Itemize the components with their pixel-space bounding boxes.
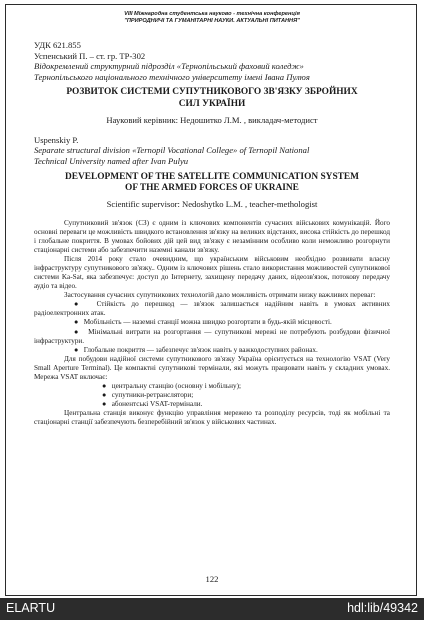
conference-header: [0, 11, 424, 25]
title-en-line1: DEVELOPMENT OF THE SATELLITE COMMUNICATION SYSTEM: [64, 171, 360, 182]
conference-header-line2: "ПРИРОДНИЧІ ТА ГУМАНІТАРНІ НАУКИ. АКТУАЛЬНІ ПИТАННЯ": [124, 18, 300, 24]
paragraph-history: Після 2014 року стало очевидним, що українським військовим необхідно розвивати власну інфраструктуру супутникового зв'язку.. Одним із ключових рішень стало використання можливостей супутникової системи Ka-Sat, яка забезпечує: доступ до Інтернету, захищену передачу даних, відеозв'язок, потокову передачу аудіо та відео.: [34, 255, 390, 291]
affiliation-ua-line1: Відокремлений структурний підрозділ «Тернопільський фаховий коледж»: [34, 61, 304, 72]
supervisor-ua: Науковий керівник: Недошитко Л.М. , викладач-методист: [106, 115, 318, 126]
vsat-list-text: центральну станцію (основну і мобільну);: [111, 381, 241, 390]
udc-code: УДК 621.855: [34, 40, 81, 50]
repository-footer: [0, 598, 424, 620]
author-ua: Успенський П. – ст. гр. ТР-302: [34, 50, 146, 61]
title-ua-line2: СИЛ УКРАЇНИ: [178, 98, 246, 109]
affiliation-ua-line2: Тернопільського національного технічного університету імені Івана Пулюя: [34, 71, 310, 82]
bullet-item: [34, 318, 390, 327]
vsat-list-item: [34, 382, 390, 391]
paragraph-advantages: Застосування сучасних супутникових технологій дало можливість отримати низку важливих переваг:: [64, 291, 376, 300]
bullet-icon: ●: [74, 327, 79, 336]
vsat-list-text: абонентські VSAT-термінали.: [111, 399, 203, 408]
bullet-item: [34, 328, 390, 346]
bullet-text: Мінімальні витрати на розгортання — супутникові мережі не потребують розбудови фізичної інфраструктури.: [34, 327, 390, 345]
bullet-icon: ●: [102, 399, 107, 408]
bullet-item: [34, 300, 390, 318]
bullet-text: Стійкість до перешкод — зв'язок залишається надійним навіть в умовах активних радіоелектронних атак.: [34, 300, 390, 318]
conference-header-line1: VIII Міжнародна студентська науково - технічна конференція: [124, 11, 300, 17]
paragraph-intro: Супутниковий зв'язок (СЗ) є одним із ключових компонентів сучасних військових комунікацій. Його основні переваги це можливість швидкого встановлення зв'язку на великих відстанях, висока стійкість до перешкод і глобальне покриття. В умовах бойових дій цей вид зв'язку є незамінним особливо коли неможливо розгорнути стаціонарні системи або забезпечити наземні канали зв'язку.: [34, 218, 390, 255]
author-en: Uspenskiy P.: [34, 134, 79, 145]
page-number: 122: [205, 574, 219, 584]
vsat-list-text: супутники-ретранслятори;: [111, 390, 194, 399]
bullet-icon: ●: [102, 381, 107, 390]
affiliation-en-line2: Technical University named after Ivan Pulyu: [34, 155, 189, 166]
article-content: [34, 40, 390, 427]
bullet-text: Мобільність — наземні станції можна швидко розгортати в будь-якій місцевості.: [83, 318, 332, 327]
article-body: [34, 219, 390, 427]
bullet-icon: ●: [74, 300, 79, 309]
vsat-list-item: [34, 400, 390, 409]
title-ua-line1: РОЗВИТОК СИСТЕМИ СУПУТНИКОВОГО ЗВ'ЯЗКУ ЗБРОЙНИХ: [66, 87, 358, 98]
vsat-list-item: [34, 391, 390, 400]
bullet-item: [34, 346, 390, 355]
supervisor-en: Scientific supervisor: Nedoshytko L.M. , teacher-methologist: [106, 199, 318, 210]
bullet-icon: ●: [74, 318, 79, 327]
bullet-icon: ●: [102, 390, 107, 399]
affiliation-en-line1: Separate structural division «Ternopil Vocational College» of Ternopil National: [34, 145, 310, 156]
title-en-line2: OF THE ARMED FORCES OF UKRAINE: [125, 182, 299, 193]
handle-link[interactable]: hdl:lib/49342: [347, 601, 418, 615]
bullet-icon: ●: [74, 345, 79, 354]
paragraph-central-station: Центральна станція виконує функцію управління мережею та розподілу ресурсів, тоді як мобільні та стаціонарні станції забезпечують безперебійний зв'язок у військових частинах.: [34, 408, 390, 426]
repository-name: ELARTU: [6, 601, 56, 615]
bullet-text: Глобальне покриття — забезпечує зв'язок навіть у важкодоступних районах.: [83, 345, 318, 354]
paragraph-vsat: Для побудови надійної системи супутникового зв'язку Україна орієнтується на технологію VSAT (Very Small Aperture Terminal). Це компактні супутникові термінали, які можуть працювати навіть у складних умовах. Мережа VSAT включає:: [34, 354, 390, 381]
